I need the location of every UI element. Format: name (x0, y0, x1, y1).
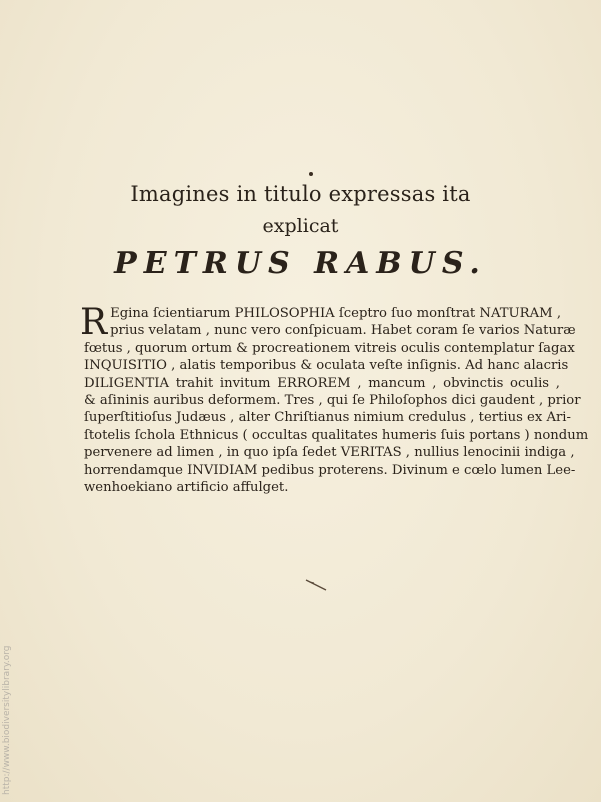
paragraph-line: fœtus , quorum ortum & procreationem vitreis oculis contemplatur ſagax (84, 340, 575, 356)
paragraph-line: wenhoekiano artificio affulget. (84, 480, 289, 496)
paragraph-line: ſuperſtitioſus Judæus , alter Chriſtianus nimium credulus , tertius ex Ari- (84, 410, 571, 426)
paragraph-line: prius velatam , nunc vero conſpicuam. Habet coram ſe varios Naturæ (110, 323, 576, 339)
paragraph-line: horrendamque INVIDIAM pedibus proterens. Divinum e cœlo lumen Lee- (84, 462, 576, 478)
paragraph-line: ſtotelis ſchola Ethnicus ( occultas qualitates humeris ſuis portans ) nondum (84, 427, 589, 443)
paragraph-line: DILIGENTIA trahit invitum ERROREM , mancum , obvinctis oculis , (84, 375, 560, 391)
paragraph-line: & aſininis auribus deformem. Tres , qui ſe Philoſophos dici gaudent , prior (84, 393, 581, 409)
title-line-2: explicat (262, 215, 339, 237)
paragraph-line: Egina ſcientiarum PHILOSOPHIA ſceptro ſuo monſtrat NATURAM , (110, 306, 562, 321)
ornament-dot (309, 172, 313, 176)
author-name: PETRUS RABUS. (114, 246, 487, 281)
drop-cap: R (80, 302, 108, 343)
paragraph-line: INQUISITIO , alatis temporibus & oculata veſte inſignis. Ad hanc alacris (84, 358, 569, 374)
paragraph-line: pervenere ad limen , in quo ipſa ſedet VERITAS , nullius lenocinii indiga , (84, 445, 575, 461)
title-line-1: Imagines in titulo expressas ita (130, 182, 471, 206)
body-paragraph (80, 302, 589, 496)
side-watermark: http://www.biodiversitylibrary.org (2, 645, 12, 795)
ink-mark (304, 578, 330, 592)
